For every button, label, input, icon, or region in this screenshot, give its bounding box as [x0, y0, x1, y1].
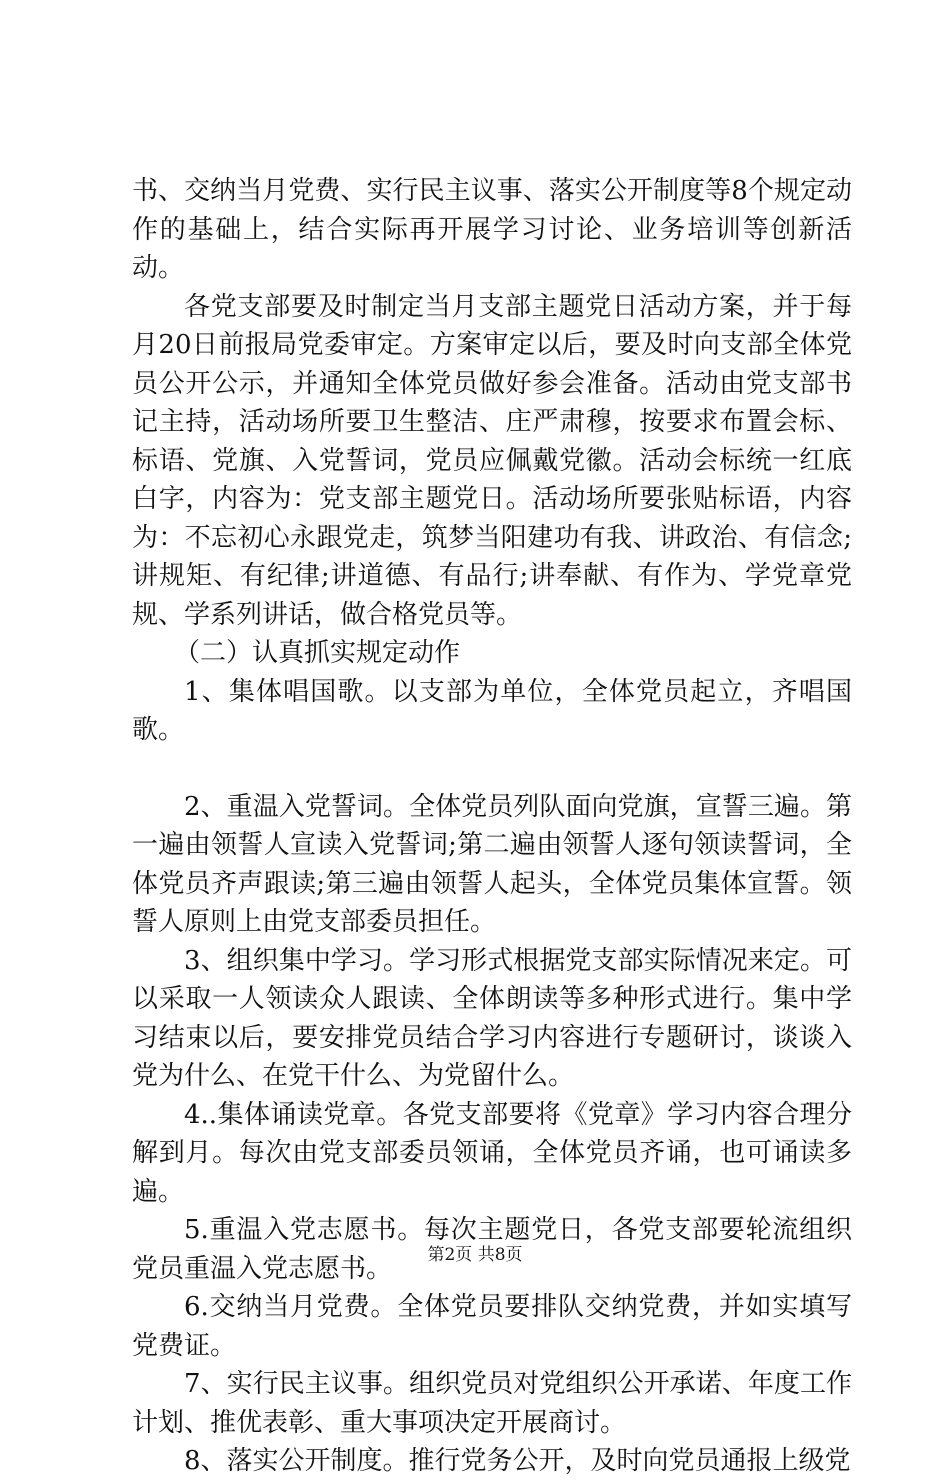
paragraph-gap [132, 750, 852, 788]
paragraph: 2、重温入党誓词。全体党员列队面向党旗，宣誓三遍。第一遍由领誓人宣读入党誓词;第二遍由领誓人逐句领读誓词，全体党员齐声跟读;第三遍由领誓人起头，全体党员集体宣誓。领誓人原则上由党支部委员担任。 [132, 791, 852, 937]
paragraph: 书、交纳当月党费、实行民主议事、落实公开制度等8个规定动作的基础上，结合实际再开展学习讨论、业务培训等创新活动。 [132, 176, 852, 283]
paragraph: 4..集体诵读党章。各党支部要将《党章》学习内容合理分解到月。每次由党支部委员领诵，全体党员齐诵，也可诵读多遍。 [132, 1099, 852, 1207]
page-footer: 第2页 共8页 [427, 1245, 523, 1265]
paragraph: 3、组织集中学习。学习形式根据党支部实际情况来定。可以采取一人领读众人跟读、全体朗读等多种形式进行。集中学习结束以后，要安排党员结合学习内容进行专题研讨，谈谈入党为什么、在党干什么、为党留什么。 [132, 945, 852, 1091]
paragraph: 1、集体唱国歌。以支部为单位，全体党员起立，齐唱国歌。 [132, 676, 852, 745]
paragraph: 各党支部要及时制定当月支部主题党日活动方案，并于每月20日前报局党委审定。方案审定以后，要及时向支部全体党员公开公示，并通知全体党员做好参会准备。活动由党支部书记主持，活动场所要卫生整洁、庄严肃穆，按要求布置会标、标语、党旗、入党誓词，党员应佩戴党徽。活动会标统一红底白字，内容为：党支部主题党日。活动场所要张贴标语，内容为：不忘初心永跟党走，筑梦当阳建功有我、讲政治、有信念;讲规矩、有纪律;讲道德、有品行;讲奉献、有作为、学党章党规、学系列讲话，做合格党员等。 [132, 291, 852, 630]
paragraph: 7、实行民主议事。组织党员对党组织公开承诺、年度工作计划、推优表彰、重大事项决定开展商讨。 [132, 1369, 852, 1438]
paragraph: 8、落实公开制度。推行党务公开，及时向党员通报上级党 [184, 1446, 851, 1476]
paragraph: 5.重温入党志愿书。每次主题党日，各党支部要轮流组织党员重温入党志愿书。 [132, 1215, 852, 1284]
section-heading: （二）认真抓实规定动作 [174, 638, 461, 668]
paragraph: 6.交纳当月党费。全体党员要排队交纳党费，并如实填写党费证。 [132, 1292, 852, 1361]
document-body [132, 172, 852, 1481]
